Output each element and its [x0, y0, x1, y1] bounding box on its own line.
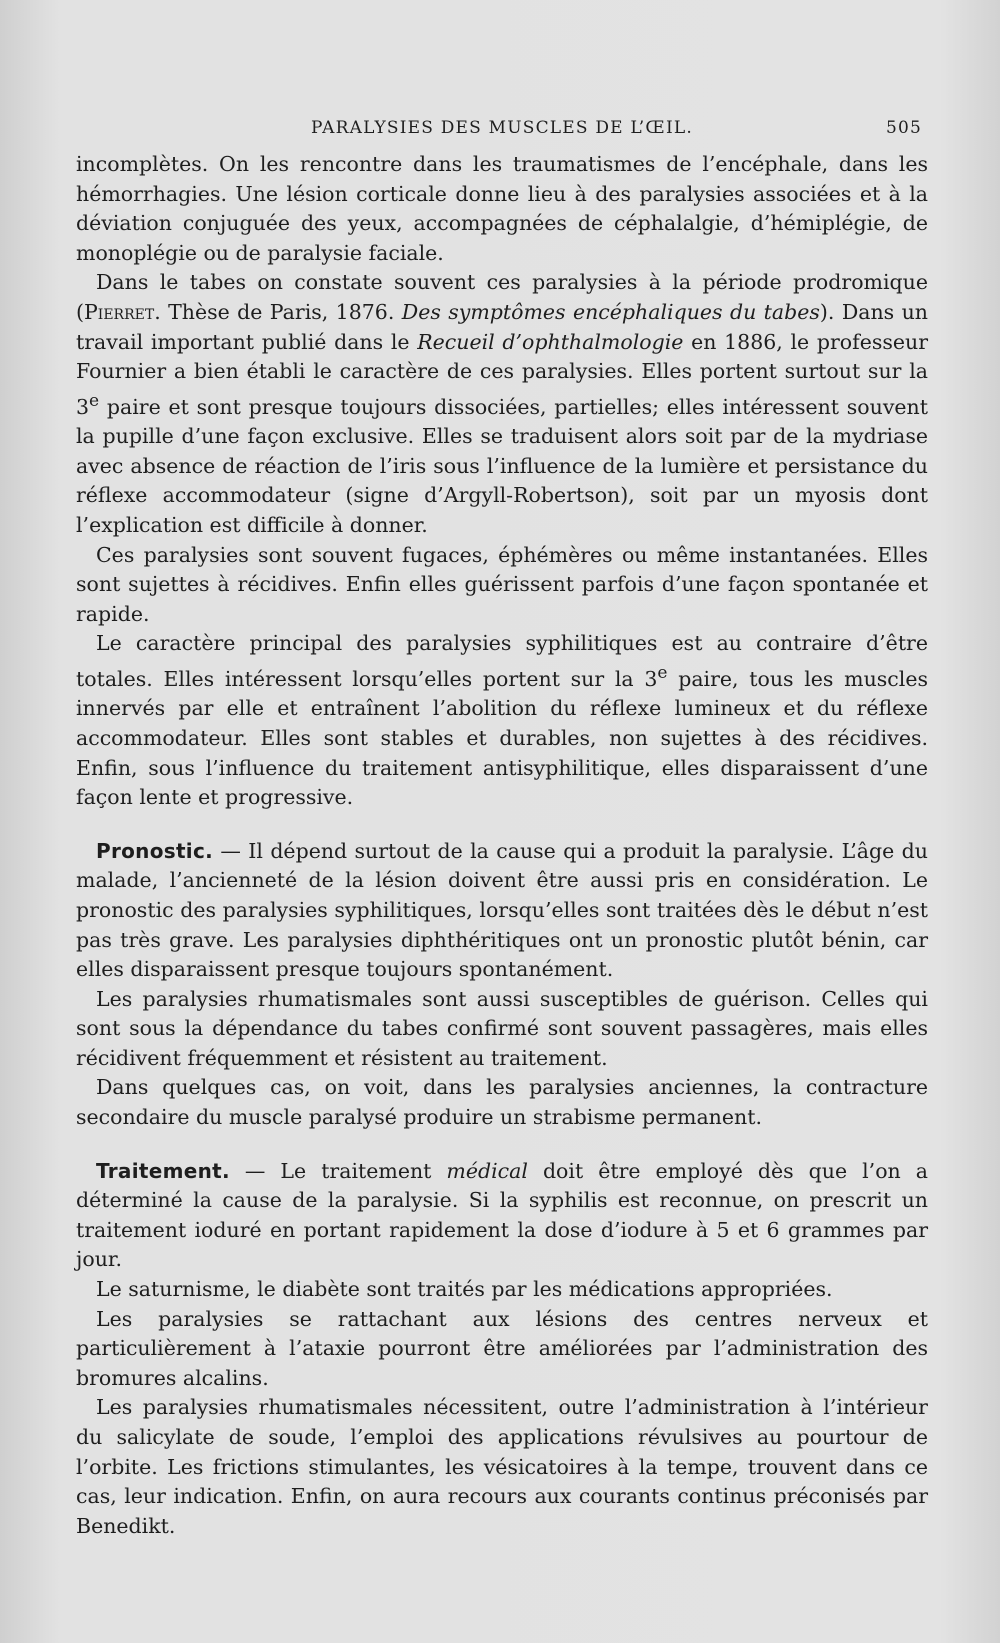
text-run: — Le traitement	[229, 1158, 447, 1183]
paragraph-tabes	[76, 268, 928, 540]
paragraph-contracture: Dans quelques cas, on voit, dans les paralysies anciennes, la contracture secondaire du muscle paralysé produire un strabisme permanent.	[76, 1075, 928, 1130]
text-run: — Il dépend surtout de la cause qui a produit la paralysie. L’âge du malade, l’ancienneté de la lésion doivent être aussi pris en considération. Le pronostic des paralysies syphilitiques, lorsqu’elles sont traitées dès le début n’est pas très grave. Les paralysies diphthéritiques ont un pronostic plutôt bénin, car elles disparaissent presque toujours spontanément.	[76, 838, 928, 982]
paragraph-1: incomplètes. On les rencontre dans les traumatismes de l’encéphale, dans les hémorrhagies. Une lésion corticale donne lieu à des paralysies associées et à la déviation conjuguée des yeux, accompagnées de céphalalgie, d’hémiplégie, de monoplégie ou de paralysie faciale.	[76, 152, 928, 265]
emphasis-medical: médical	[446, 1158, 528, 1183]
text-run: en 1886, le professeur Fournier a bien établi le caractère de ces paralysies. Elles portent surtout sur la 3	[76, 329, 929, 419]
section-heading-traitement: Traitement.	[96, 1158, 230, 1183]
running-head-title: PARALYSIES DES MUSCLES DE L’ŒIL.	[311, 118, 693, 138]
paragraph-pronostic	[76, 837, 928, 985]
running-head	[76, 118, 928, 146]
text-run: ). Dans un travail important publié dans le	[76, 299, 928, 354]
paragraph-rhumatismales: Les paralysies rhumatismales sont aussi susceptibles de guérison. Celles qui sont sous la dépendance du tabes confirmé sont souvent passagères, mais elles récidivent fréquemment et résistent au traitement.	[76, 986, 928, 1070]
journal-title: Recueil d’ophthalmologie	[417, 329, 684, 354]
paragraph-bromures: Les paralysies se rattachant aux lésions des centres nerveux et particulièrement à l’ataxie pourront être améliorées par l’administration des bromures alcalins.	[76, 1306, 928, 1390]
paragraph-syphilitiques	[76, 629, 928, 812]
text-run: doit être employé dès que l’on a déterminé la cause de la paralysie. Si la syphilis est reconnue, on prescrit un traitement ioduré en portant rapidement la dose d’iodure à 5 et 6 grammes par jour.	[76, 1158, 928, 1272]
superscript: e	[89, 390, 100, 411]
work-title: Des symptômes encéphaliques du tabes	[401, 299, 820, 324]
paragraph-benedikt: Les paralysies rhumatismales nécessitent, outre l’administration à l’intérieur du salicylate de soude, l’emploi des applications révulsives au pourtour de l’orbite. Les frictions stimulantes, les vésicatoires à la tempe, trouvent dans ce cas, leur indication. Enfin, on aura recours aux courants continus préconisés par Benedikt.	[76, 1395, 928, 1538]
text-run: . Thèse de Paris, 1876.	[154, 299, 402, 324]
author-name: Pierret	[84, 299, 155, 324]
paragraph-traitement	[76, 1157, 928, 1275]
section-heading-pronostic: Pronostic.	[96, 838, 214, 863]
text-run: Dans le tabes on constate souvent ces paralysies à la période prodromique (	[76, 270, 928, 324]
paragraph-saturnisme: Le saturnisme, le diabète sont traités par les médications appropriées.	[96, 1277, 833, 1302]
superscript: e	[657, 662, 668, 683]
text-run: paire et sont presque toujours dissociées, partielles; elles intéressent souvent la pupille d’une façon exclusive. Elles se traduisent alors soit par de la mydriase avec absence de réaction de l’iris sous l’influence de la lumière et persistance du réflexe accommodateur (signe d’Argyll-Robertson), soit par un myosis dont l’explication est difficile à donner.	[76, 394, 928, 537]
text-run: paire, tous les muscles innervés par elle et entraînent l’abolition du réflexe lumineux et du réflexe accommodateur. Elles sont stables et durables, non sujettes à des récidives. Enfin, sous l’influence du traitement antisyphilitique, elles disparaissent d’une façon lente et progressive.	[76, 666, 928, 810]
text-run: Le caractère principal des paralysies syphilitiques est au contraire d’être totales. Elles intéressent lorsqu’elles portent sur la 3	[76, 631, 928, 691]
paragraph-fugaces: Ces paralysies sont souvent fugaces, éphémères ou même instantanées. Elles sont sujettes à récidives. Enfin elles guérissent parfois d’une façon spontanée et rapide.	[76, 542, 928, 626]
page-number: 505	[885, 118, 922, 138]
